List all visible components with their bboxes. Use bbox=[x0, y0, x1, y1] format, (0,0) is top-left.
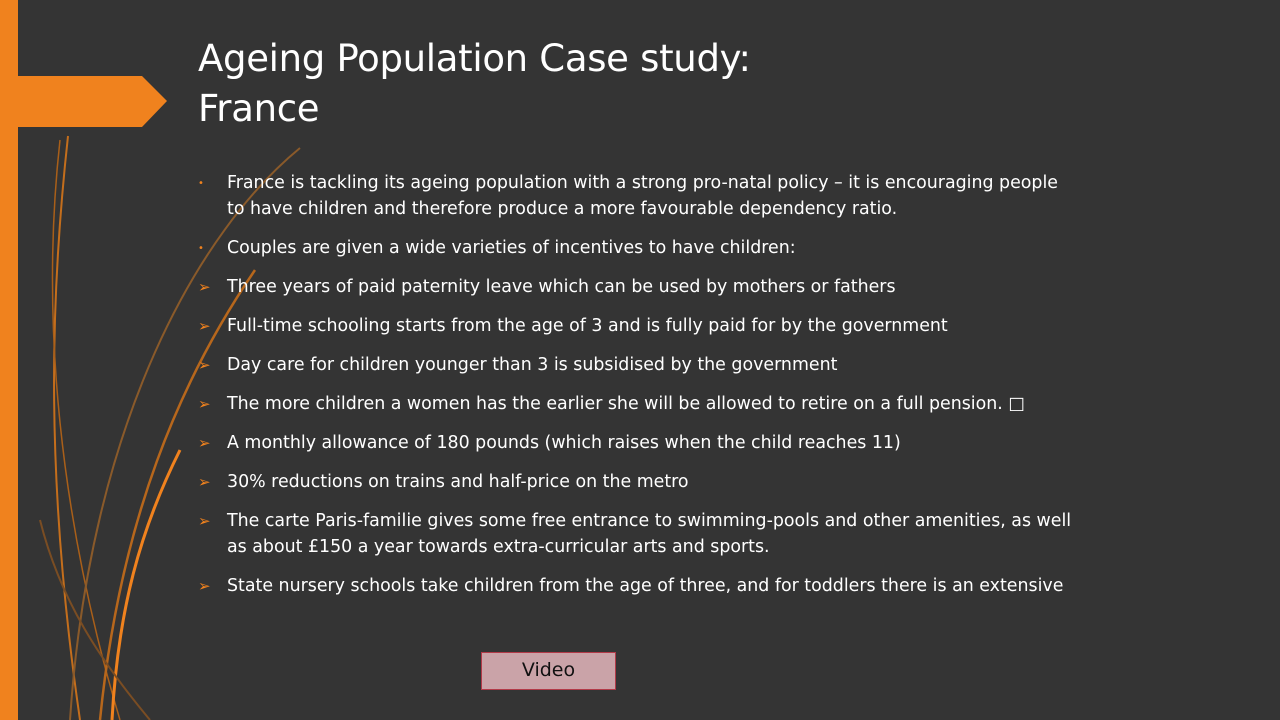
list-item-text: Couples are given a wide varieties of incentives to have children: bbox=[227, 238, 796, 258]
bullet-dot-icon: • bbox=[198, 178, 204, 189]
title-line-1: Ageing Population Case study: bbox=[198, 37, 751, 80]
list-item bbox=[198, 313, 1078, 339]
list-item-text: 30% reductions on trains and half-price on the metro bbox=[227, 472, 689, 492]
list-item bbox=[198, 274, 1078, 300]
list-item bbox=[198, 235, 1078, 261]
arrow-bullet-icon: ➢ bbox=[198, 317, 211, 335]
orange-arrow-banner bbox=[18, 76, 167, 127]
video-button[interactable]: Video bbox=[481, 652, 616, 690]
bullet-list bbox=[198, 170, 1078, 612]
title-line-2: France bbox=[198, 87, 320, 130]
list-item bbox=[198, 430, 1078, 456]
list-item bbox=[198, 391, 1078, 417]
decor-curve-6 bbox=[40, 520, 150, 720]
list-item-text: The more children a women has the earlier she will be allowed to retire on a full pension. □ bbox=[227, 394, 1025, 414]
decor-curve-1 bbox=[54, 136, 80, 720]
list-item-text: A monthly allowance of 180 pounds (which raises when the child reaches 11) bbox=[227, 433, 901, 453]
list-item bbox=[198, 469, 1078, 495]
arrow-bullet-icon: ➢ bbox=[198, 356, 211, 374]
list-item-text: The carte Paris-familie gives some free entrance to swimming-pools and other amenities, as well as about £150 a year towards extra-curricular arts and sports. bbox=[227, 511, 1072, 557]
list-item bbox=[198, 170, 1078, 222]
bullet-dot-icon: • bbox=[198, 243, 204, 254]
arrow-bullet-icon: ➢ bbox=[198, 512, 211, 530]
arrow-bullet-icon: ➢ bbox=[198, 473, 211, 491]
list-item-text: Day care for children younger than 3 is subsidised by the government bbox=[227, 355, 838, 375]
slide-title bbox=[198, 34, 1098, 134]
list-item bbox=[198, 573, 1078, 599]
arrow-bullet-icon: ➢ bbox=[198, 278, 211, 296]
arrow-bullet-icon: ➢ bbox=[198, 577, 211, 595]
arrow-bullet-icon: ➢ bbox=[198, 434, 211, 452]
list-item bbox=[198, 508, 1078, 560]
list-item-text: Three years of paid paternity leave which can be used by mothers or fathers bbox=[227, 277, 896, 297]
list-item-text: Full-time schooling starts from the age of 3 and is fully paid for by the government bbox=[227, 316, 948, 336]
list-item-text: France is tackling its ageing population with a strong pro-natal policy – it is encouraging people to have children and therefore produce a more favourable dependency ratio. bbox=[227, 173, 1059, 219]
arrow-bullet-icon: ➢ bbox=[198, 395, 211, 413]
list-item bbox=[198, 352, 1078, 378]
orange-side-bar bbox=[0, 0, 18, 720]
list-item-text: State nursery schools take children from the age of three, and for toddlers there is an extensive bbox=[227, 576, 1064, 596]
